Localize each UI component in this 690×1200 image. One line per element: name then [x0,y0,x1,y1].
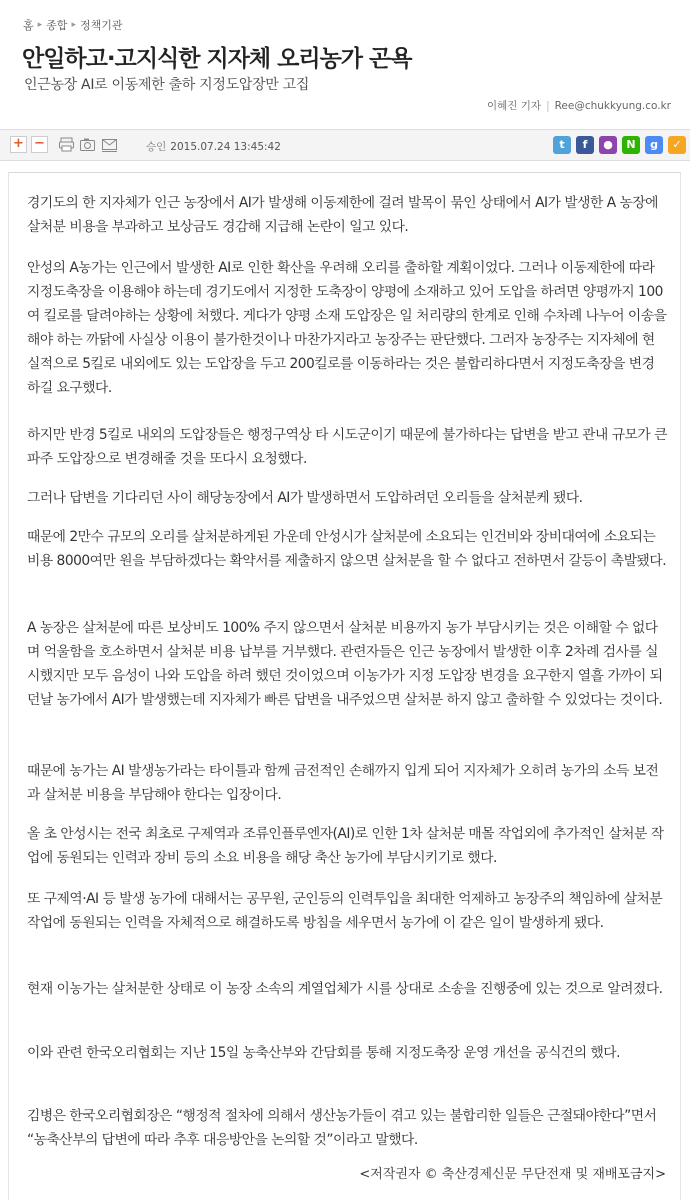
chevron-right-icon: ▸ [37,20,43,30]
paragraph: 또 구제역·AI 등 발생 농가에 대해서는 공무원, 군인등의 인력투입을 최대한 억제하고 농장주의 책임하에 살처분 작업에 동원되는 인력을 자체적으로 해결하도록 방침을 세우면서 농가에 이 같은 일이 발생하게 됐다. [27,891,663,931]
date-value: 2015.07.24 13:45:42 [170,141,281,153]
camera-icon[interactable] [79,136,96,153]
article-subtitle: 인근농장 AI로 이동제한 출하 지정도압장만 고집 [24,77,310,93]
breadcrumb [23,17,122,33]
breadcrumb-home[interactable]: 홈 [23,19,34,32]
paragraph: 경기도의 한 지자체가 인근 농장에서 AI가 발생해 이동제한에 걸려 발목이 묶인 상태에서 AI가 발생한 A 농장에 살처분 비용을 부과하고 보상금도 경감해 지급해 논란이 일고 있다. [27,195,659,235]
article-title: 안일하고·고지식한 지자체 오리농가 곤욕 [22,46,412,72]
paragraph: 김병은 한국오리협회장은 “행정적 절차에 의해서 생산농가들이 겪고 있는 불합리한 일들은 근절돼야한다”면서 “농축산부의 답변에 따라 추후 대응방안을 논의할 것”이라고 말했다. [27,1108,657,1148]
paragraph: 때문에 2만수 규모의 오리를 살처분하게된 가운데 안성시가 살처분에 소요되는 인건비와 장비대여에 소요되는 비용 8000여만 원을 부담하겠다는 확약서를 제출하지 않으면 살처분을 할 수 없다고 전하면서 갈등이 촉발됐다. [27,529,667,569]
facebook-icon[interactable]: f [576,136,594,154]
print-icon[interactable] [58,136,75,153]
font-increase-button[interactable]: + [10,136,27,153]
twitter-icon[interactable]: t [553,136,571,154]
font-decrease-button[interactable]: − [31,136,48,153]
breadcrumb-section[interactable]: 종합 [46,19,68,32]
chevron-right-icon: ▸ [71,20,76,30]
bookmark-icon[interactable]: ✓ [668,136,686,154]
reporter-email[interactable]: Ree@chukkyung.co.kr [554,100,671,112]
yozm-icon[interactable]: ● [599,136,617,154]
copyright-notice: <저작권자 © 축산경제신문 무단전재 및 재배포금지> [359,1167,666,1182]
date-label: 승인 [146,141,167,153]
paragraph: A 농장은 살처분에 따른 보상비도 100% 주지 않으면서 살처분 비용까지 농가 부담시키는 것은 이해할 수 없다며 억울함을 호소하면서 살처분 비용 납부를 거부했다. 관련자들은 인근 농장에서 발생한 이후 2차례 검사를 실시했지만 모두 음성이 나와 도압을 하려 했던 것이었으며 이농가가 지정 도압장 변경을 요구한지 열흘 가까이 되던날 농가에서 AI가 발생했는데 지자체가 빠른 답변을 내주었으면 살처분 하지 않고 출하할 수 있었다는 것이다. [27,620,663,708]
email-icon[interactable] [101,136,118,153]
paragraph: 그러나 답변을 기다리던 사이 해당농장에서 AI가 발생하면서 도압하려던 오리들을 살처분케 됐다. [27,490,583,506]
paragraph: 현재 이농가는 살처분한 상태로 이 농장 소속의 계열업체가 시를 상대로 소송을 진행중에 있는 것으로 알려졌다. [27,981,663,997]
google-icon[interactable]: g [645,136,663,154]
byline: 이혜진 기자 | Ree@chukkyung.co.kr [487,100,671,112]
naver-icon[interactable]: N [622,136,640,154]
breadcrumb-subsection[interactable]: 정책기관 [79,19,123,32]
paragraph: 하지만 반경 5킬로 내외의 도압장들은 행정구역상 타 시도군이기 때문에 불가하다는 답변을 받고 관내 규모가 큰 파주 도압장으로 변경해줄 것을 또다시 요청했다. [27,427,667,467]
reporter-name: 이혜진 기자 [487,100,542,112]
paragraph: 때문에 농가는 AI 발생농가라는 타이틀과 함께 금전적인 손해까지 입게 되어 지자체가 오히려 농가의 소득 보전과 살처분 비용을 부담해야 한다는 입장이다. [27,763,659,803]
article-toolbar [0,129,690,161]
paragraph: 이와 관련 한국오리협회는 지난 15일 농축산부와 간담회를 통해 지정도축장 운영 개선을 공식건의 했다. [27,1045,621,1061]
article-header [0,0,690,160]
paragraph: 안성의 A농가는 인근에서 발생한 AI로 인한 확산을 우려해 오리를 출하할 계획이었다. 그러나 이동제한에 따라 지정도축장을 이용해야 하는데 경기도에서 지정한 도축장이 양평에 소재하고 있어 도압을 하려면 양평까지 100여 킬로를 달려야하는 상황에 처했다. 게다가 양평 소재 도압장은 일 처리량의 한계로 인해 수차례 나누어 이송을 해야 하는 까닭에 사실상 이용이 불가한것이나 마찬가지라고 농장주는 판단했다. 그러자 농장주는 지자체에 현실적으로 5킬로 내외에도 있는 도압장을 두고 200킬로를 이동하라는 것은 불합리하다면서 지정도축장을 변경하길 요구했다. [27,260,667,396]
publish-date [146,139,281,154]
paragraph: 올 초 안성시는 전국 최초로 구제역과 조류인플루엔자(AI)로 인한 1차 살처분 매몰 작업외에 추가적인 살처분 작업에 동원되는 인력과 장비 등의 소요 비용을 해당 축산 농가에 부담시키기로 했다. [27,826,664,866]
